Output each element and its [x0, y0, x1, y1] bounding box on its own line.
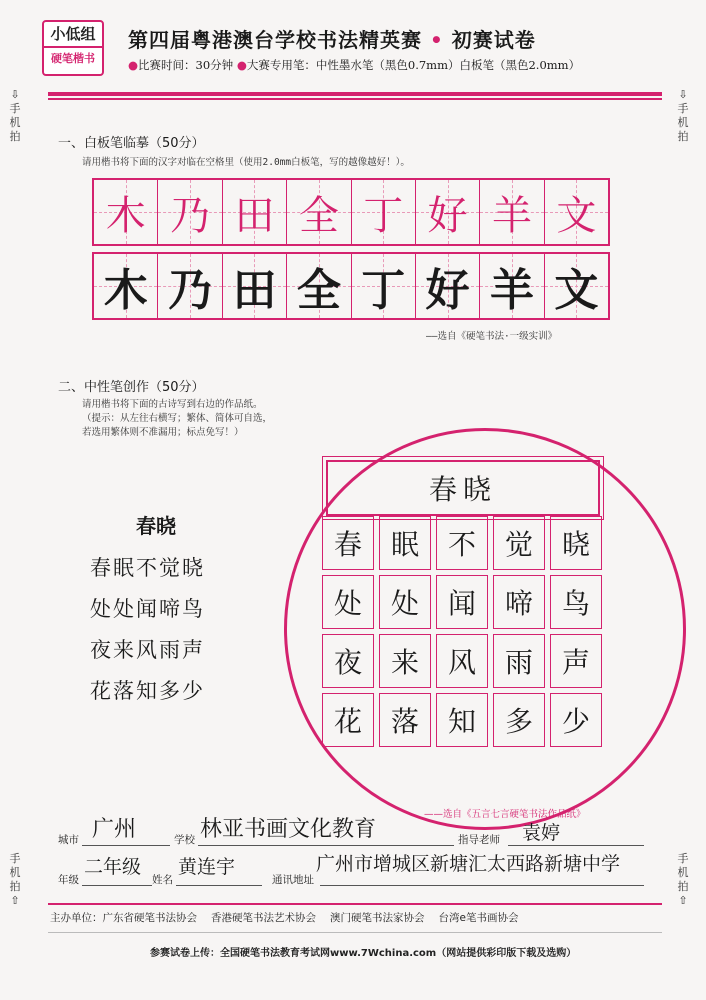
section1-source: ——选自《硬笔书法·一级实训》 [426, 331, 558, 342]
practice-cell[interactable]: 乃 [158, 254, 222, 318]
name-field[interactable]: 黄连宇 [178, 856, 236, 878]
practice-cell[interactable]: 木 [94, 254, 158, 318]
city-field[interactable]: 广州 [92, 817, 137, 842]
poem-line: 夜来风雨声 [90, 638, 205, 662]
title-dot: • [429, 28, 444, 52]
practice-cell[interactable]: 田 [223, 254, 287, 318]
work-cell[interactable]: 夜 [322, 634, 374, 688]
section1-instruction: 请用楷书将下面的汉字对临在空格里（使用2.0mm白板笔，写的越像越好！）。 [82, 157, 410, 168]
side-label-3: 拍 [9, 130, 21, 143]
upload-notice: 参赛试卷上传：全国硬笔书法教育考试网www.7Wchina.com（网站提供彩印版下载及选购） [150, 948, 577, 959]
bullet-icon: ● [128, 58, 139, 72]
header-divider [48, 92, 662, 96]
practice-cell[interactable]: 文 [545, 254, 608, 318]
instruction-line: 请用楷书将下面的古诗写到右边的作品纸。 [82, 399, 263, 410]
work-cell[interactable]: 鸟 [550, 575, 602, 629]
teacher-line [508, 845, 644, 846]
badge-group: 小低组 [44, 22, 102, 48]
teacher-label: 指导老师 [458, 834, 500, 846]
section2-instruction [82, 398, 272, 440]
teacher-field[interactable]: 袁婷 [522, 822, 561, 844]
side-label-1: 手 [9, 102, 21, 115]
instruction-line: （提示：从左往右横写；繁体、简体可自选， [82, 413, 273, 424]
city-line [82, 845, 170, 846]
work-cell[interactable]: 风 [436, 634, 488, 688]
side-label-2: 机 [677, 116, 689, 129]
side-mark-top-left [8, 88, 22, 144]
grade-field[interactable]: 二年级 [84, 856, 142, 878]
side-label-1: 手 [677, 852, 689, 865]
organizer: 台湾e笔书画协会 [438, 912, 519, 924]
name-label: 姓名 [152, 874, 173, 886]
section2-heading: 二、中性笔创作（50分） [58, 380, 205, 395]
footer-divider-thin [48, 932, 662, 933]
badge-style: 硬笔楷书 [51, 52, 95, 65]
model-cell: 全 [287, 180, 351, 244]
model-cell: 好 [416, 180, 480, 244]
side-label-3: 拍 [677, 880, 689, 893]
model-cell: 文 [545, 180, 608, 244]
arrow-down-icon: ⇩ [10, 88, 20, 101]
exam-info [128, 57, 580, 73]
poem-text [90, 548, 205, 712]
side-mark-bottom-right [676, 852, 690, 908]
organizers-label: 主办单位： [50, 912, 103, 924]
exam-pens: 大赛专用笔：中性墨水笔（黑色0.7mm）白板笔（黑色2.0mm） [246, 58, 581, 72]
work-cell[interactable]: 处 [322, 575, 374, 629]
address-label: 通讯地址 [272, 874, 314, 886]
instruction-line: 若选用繁体则不准漏用；标点免写！） [82, 427, 244, 438]
side-mark-top-right [676, 88, 690, 144]
exam-time: 比赛时间：30分钟 [138, 58, 234, 72]
work-cell[interactable]: 落 [379, 693, 431, 747]
work-grid [322, 516, 602, 747]
work-cell[interactable]: 声 [550, 634, 602, 688]
work-cell[interactable]: 处 [379, 575, 431, 629]
work-cell[interactable]: 来 [379, 634, 431, 688]
work-cell[interactable]: 闻 [436, 575, 488, 629]
work-cell[interactable]: 觉 [493, 516, 545, 570]
group-badge [42, 20, 104, 76]
practice-cell[interactable]: 全 [287, 254, 351, 318]
name-line [176, 885, 262, 886]
organizers [50, 910, 662, 925]
page-title [128, 24, 536, 53]
address-line [320, 885, 644, 886]
model-grid [92, 178, 610, 246]
poem-line: 春眠不觉晓 [90, 556, 205, 580]
arrow-down-icon: ⇩ [678, 88, 688, 101]
footer-divider [48, 903, 662, 905]
poem-line: 花落知多少 [90, 679, 205, 703]
school-field[interactable]: 林亚书画文化教育 [200, 817, 377, 842]
arrow-up-icon: ⇧ [678, 894, 688, 907]
side-label-1: 手 [677, 102, 689, 115]
practice-grid [92, 252, 610, 320]
bullet-icon: ● [236, 58, 247, 72]
model-cell: 丁 [352, 180, 416, 244]
work-cell[interactable]: 多 [493, 693, 545, 747]
poem-title: 春晓 [136, 514, 176, 538]
grade-line [82, 885, 152, 886]
side-label-3: 拍 [9, 880, 21, 893]
model-cell: 木 [94, 180, 158, 244]
work-cell[interactable]: 知 [436, 693, 488, 747]
practice-cell[interactable]: 丁 [352, 254, 416, 318]
school-label: 学校 [174, 834, 195, 846]
model-cell: 乃 [158, 180, 222, 244]
title-suffix: 初赛试卷 [451, 28, 536, 52]
side-label-2: 机 [677, 866, 689, 879]
school-line [198, 845, 454, 846]
model-cell: 田 [223, 180, 287, 244]
side-label-1: 手 [9, 852, 21, 865]
work-title: 春晓 [428, 473, 497, 506]
arrow-up-icon: ⇧ [10, 894, 20, 907]
work-cell[interactable]: 不 [436, 516, 488, 570]
section1-heading: 一、白板笔临摹（50分） [58, 136, 205, 151]
side-label-2: 机 [9, 866, 21, 879]
side-label-2: 机 [9, 116, 21, 129]
work-cell[interactable]: 花 [322, 693, 374, 747]
grade-label: 年级 [58, 874, 79, 886]
organizer: 广东省硬笔书法协会 [102, 912, 197, 924]
work-source: ——选自《五言七言硬笔书法作品纸》 [424, 809, 586, 820]
work-title-box[interactable] [326, 460, 600, 516]
work-cell[interactable]: 眠 [379, 516, 431, 570]
work-cell[interactable]: 雨 [493, 634, 545, 688]
model-cell: 羊 [480, 180, 544, 244]
work-cell[interactable]: 少 [550, 693, 602, 747]
organizer: 澳门硬笔书法家协会 [330, 912, 425, 924]
side-mark-bottom-left [8, 852, 22, 908]
header-divider-thin [48, 98, 662, 100]
poem-line: 处处闻啼鸟 [90, 597, 205, 621]
organizer: 香港硬笔书法艺术协会 [211, 912, 316, 924]
work-cell[interactable]: 晓 [550, 516, 602, 570]
address-field[interactable]: 广州市增城区新塘汇太西路新塘中学 [316, 853, 621, 875]
side-label-3: 拍 [677, 130, 689, 143]
practice-cell[interactable]: 好 [416, 254, 480, 318]
work-cell[interactable]: 啼 [493, 575, 545, 629]
work-cell[interactable]: 春 [322, 516, 374, 570]
city-label: 城市 [58, 834, 79, 846]
title-main: 第四届粤港澳台学校书法精英赛 [128, 28, 422, 52]
practice-cell[interactable]: 羊 [480, 254, 544, 318]
